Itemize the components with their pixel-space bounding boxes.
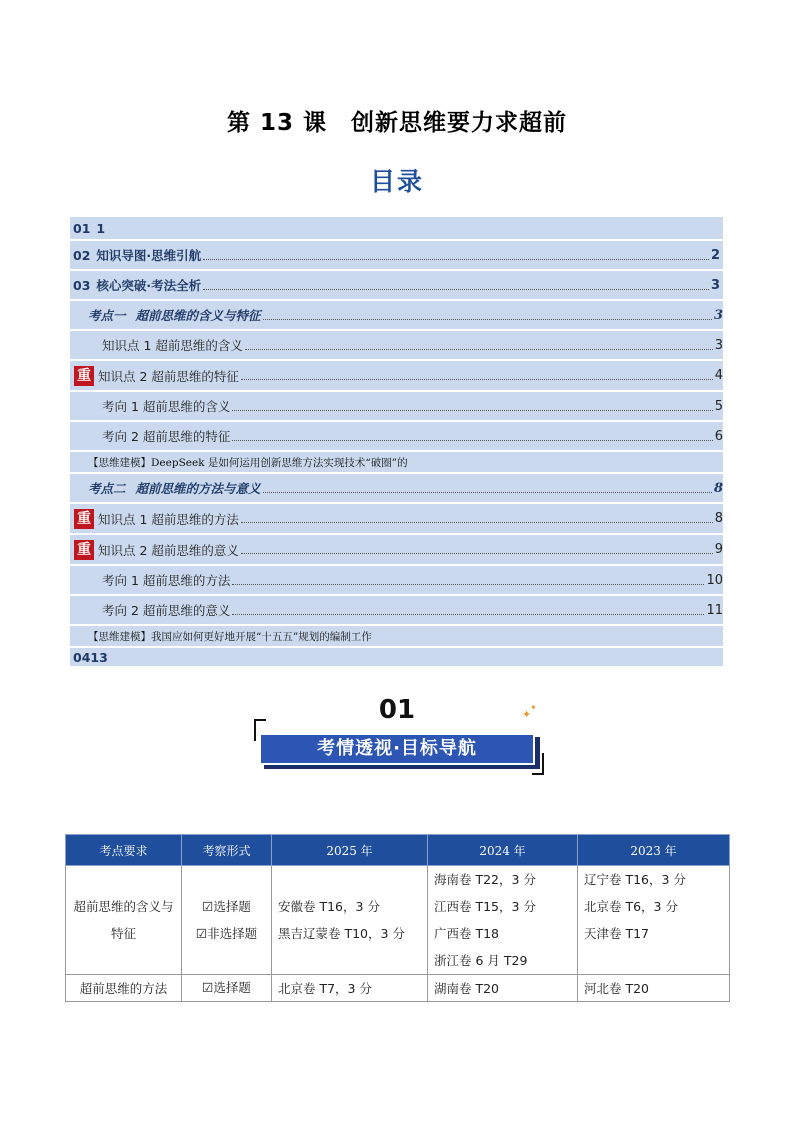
toc-item-03[interactable]: [70, 271, 723, 301]
toc-label: 1: [96, 220, 106, 236]
column-header: 2024 年: [428, 835, 578, 866]
year-2023-cell: 河北卷 T20: [578, 975, 730, 1002]
toc-leader: [245, 349, 713, 350]
banner-title: 考情透视·目标导航: [259, 733, 535, 765]
toc-label: 考向 2 超前思维的意义: [102, 603, 231, 618]
toc-item-01[interactable]: [70, 217, 723, 241]
toc-label: 超前思维的含义与特征: [135, 308, 261, 323]
toc-label: 【思维建模】DeepSeek 是如何运用创新思维方法实现技术“破圈”的: [88, 456, 408, 469]
toc-label: 知识点 1 超前思维的方法: [98, 511, 239, 527]
toc-item-zhishi-1-1[interactable]: [70, 331, 723, 361]
toc-item-kaodian-1[interactable]: [70, 301, 723, 331]
toc-page: 8: [714, 511, 723, 526]
sparkle-icon: ✦: [522, 708, 532, 721]
toc-number: 03: [73, 278, 91, 293]
form-item: ☑选择题: [202, 980, 251, 995]
toc-label: 知识点 2 超前思维的意义: [98, 542, 239, 558]
section-banner: [254, 717, 544, 775]
year-2024-cell: [428, 866, 578, 975]
toc-heading: 目录: [369, 167, 424, 196]
toc-label: 超前思维的方法与意义: [135, 481, 261, 496]
toc-page: 3: [713, 307, 723, 323]
form-cell: [182, 975, 272, 1002]
toc-page: 9: [714, 542, 723, 557]
exam-item: 广西卷 T18: [434, 926, 500, 941]
form-item: ☑非选择题: [195, 926, 258, 941]
toc-item-zhishi-2-2[interactable]: [70, 535, 723, 566]
toc-label: 知识导图·思维引航: [96, 248, 202, 263]
toc-item-02[interactable]: [70, 241, 723, 271]
toc-item-zhishi-1-2[interactable]: [70, 361, 723, 392]
toc-item-04[interactable]: [70, 648, 723, 668]
toc-number: 考点一: [88, 308, 126, 323]
exam-analysis-table: [65, 834, 730, 1002]
toc-number: 02: [73, 248, 91, 263]
topic-cell: 超前思维的含义与特征: [66, 866, 182, 975]
toc-label: 0413: [73, 649, 108, 665]
column-header: 考点要求: [66, 835, 182, 866]
toc-leader: [241, 553, 713, 554]
toc-leader: [232, 410, 712, 411]
page-title: 第 13 课 创新思维要力求超前: [226, 110, 568, 136]
toc-number: 01: [73, 220, 91, 236]
toc-number: 考点二: [88, 481, 126, 496]
toc-label: 考向 1 超前思维的方法: [102, 573, 231, 588]
exam-item: 江西卷 T15，3 分: [434, 899, 536, 914]
toc-item-model-2[interactable]: [70, 626, 723, 648]
toc-leader: [232, 614, 704, 615]
toc-leader: [232, 440, 712, 441]
toc-page: 8: [713, 480, 723, 496]
toc-label: 知识点 1 超前思维的含义: [102, 338, 243, 353]
toc-label: 【思维建模】我国应如何更好地开展“十五五”规划的编制工作: [88, 630, 372, 643]
toc-page: 3: [710, 277, 720, 293]
key-point-badge: 重: [74, 540, 94, 560]
form-cell: [182, 866, 272, 975]
toc-leader: [263, 492, 712, 493]
toc-item-kaodian-2[interactable]: [70, 474, 723, 504]
toc-item-zhishi-2-1[interactable]: [70, 504, 723, 535]
year-2025-cell: 北京卷 T7，3 分: [272, 975, 428, 1002]
year-2023-cell: [578, 866, 730, 975]
toc-label: 核心突破·考法全析: [96, 278, 202, 293]
exam-item: 海南卷 T22，3 分: [434, 872, 536, 887]
toc-label: 考向 1 超前思维的含义: [102, 399, 231, 414]
exam-item: 辽宁卷 T16，3 分: [584, 872, 686, 887]
exam-item: 天津卷 T17: [584, 926, 650, 941]
toc-page: 2: [710, 247, 720, 263]
year-2025-cell: [272, 866, 428, 975]
table-of-contents: [70, 217, 723, 668]
topic-cell: 超前思维的方法: [66, 975, 182, 1002]
column-header: 2023 年: [578, 835, 730, 866]
exam-item: 浙江卷 6 月 T29: [434, 953, 528, 968]
form-item: ☑选择题: [202, 899, 251, 914]
toc-item-model-1[interactable]: [70, 452, 723, 474]
section-number: 01: [378, 695, 416, 725]
key-point-badge: 重: [74, 366, 94, 386]
toc-leader: [203, 289, 709, 290]
toc-page: 5: [714, 398, 723, 414]
toc-leader: [203, 259, 709, 260]
toc-leader: [263, 319, 712, 320]
table-row: [66, 866, 730, 975]
exam-item: 安徽卷 T16，3 分: [278, 899, 380, 914]
toc-page: 4: [714, 368, 723, 383]
column-header: 2025 年: [272, 835, 428, 866]
sparkle-icon: ✦: [530, 703, 537, 712]
toc-leader: [232, 584, 704, 585]
toc-label: 知识点 2 超前思维的特征: [98, 368, 239, 384]
toc-page: 11: [706, 602, 723, 618]
toc-label: 考向 2 超前思维的特征: [102, 429, 231, 444]
year-2024-cell: 湖南卷 T20: [428, 975, 578, 1002]
toc-item-kaoxiang-2-2[interactable]: [70, 596, 723, 626]
toc-leader: [241, 379, 713, 380]
toc-item-kaoxiang-1-2[interactable]: [70, 422, 723, 452]
toc-item-kaoxiang-2-1[interactable]: [70, 566, 723, 596]
exam-item: 黑吉辽蒙卷 T10，3 分: [278, 926, 405, 941]
toc-page: 6: [714, 428, 723, 444]
column-header: 考察形式: [182, 835, 272, 866]
toc-leader: [241, 522, 713, 523]
exam-item: 北京卷 T6，3 分: [584, 899, 678, 914]
table-header-row: [66, 835, 730, 866]
toc-page: 10: [706, 572, 723, 588]
toc-item-kaoxiang-1-1[interactable]: [70, 392, 723, 422]
table-row: [66, 975, 730, 1002]
key-point-badge: 重: [74, 509, 94, 529]
toc-page: 3: [714, 337, 723, 353]
